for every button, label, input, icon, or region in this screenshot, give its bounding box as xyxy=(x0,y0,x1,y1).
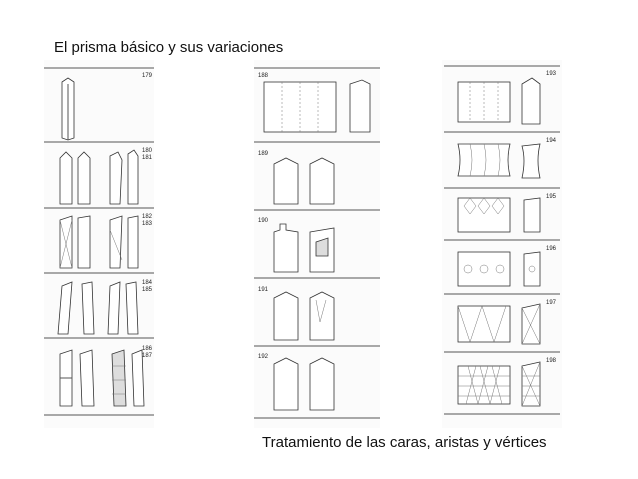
svg-text:183: 183 xyxy=(142,221,153,227)
label-198: 198 xyxy=(546,358,557,364)
label-186-187: 186 xyxy=(142,346,153,352)
label-182-183: 182 xyxy=(142,214,153,220)
middle-plate-figures xyxy=(250,60,382,428)
label-191: 191 xyxy=(258,287,269,293)
label-193: 193 xyxy=(546,71,557,77)
label-190: 190 xyxy=(258,218,269,224)
label-197: 197 xyxy=(546,300,557,306)
left-plate-figures xyxy=(38,60,156,428)
slide-caption: Tratamiento de las caras, aristas y vértices xyxy=(262,434,547,451)
label-180-181: 180 xyxy=(142,148,153,154)
svg-text:187: 187 xyxy=(142,353,153,359)
label-179: 179 xyxy=(142,73,153,79)
label-196: 196 xyxy=(546,246,557,252)
label-192: 192 xyxy=(258,354,269,360)
label-189: 189 xyxy=(258,151,269,157)
slide-title: El prisma básico y sus variaciones xyxy=(54,39,284,56)
label-184-185: 184 xyxy=(142,280,153,286)
label-194: 194 xyxy=(546,138,557,144)
right-plate-figures xyxy=(440,60,564,428)
label-195: 195 xyxy=(546,194,557,200)
svg-text:185: 185 xyxy=(142,287,153,293)
label-188: 188 xyxy=(258,73,269,79)
svg-text:181: 181 xyxy=(142,155,153,161)
